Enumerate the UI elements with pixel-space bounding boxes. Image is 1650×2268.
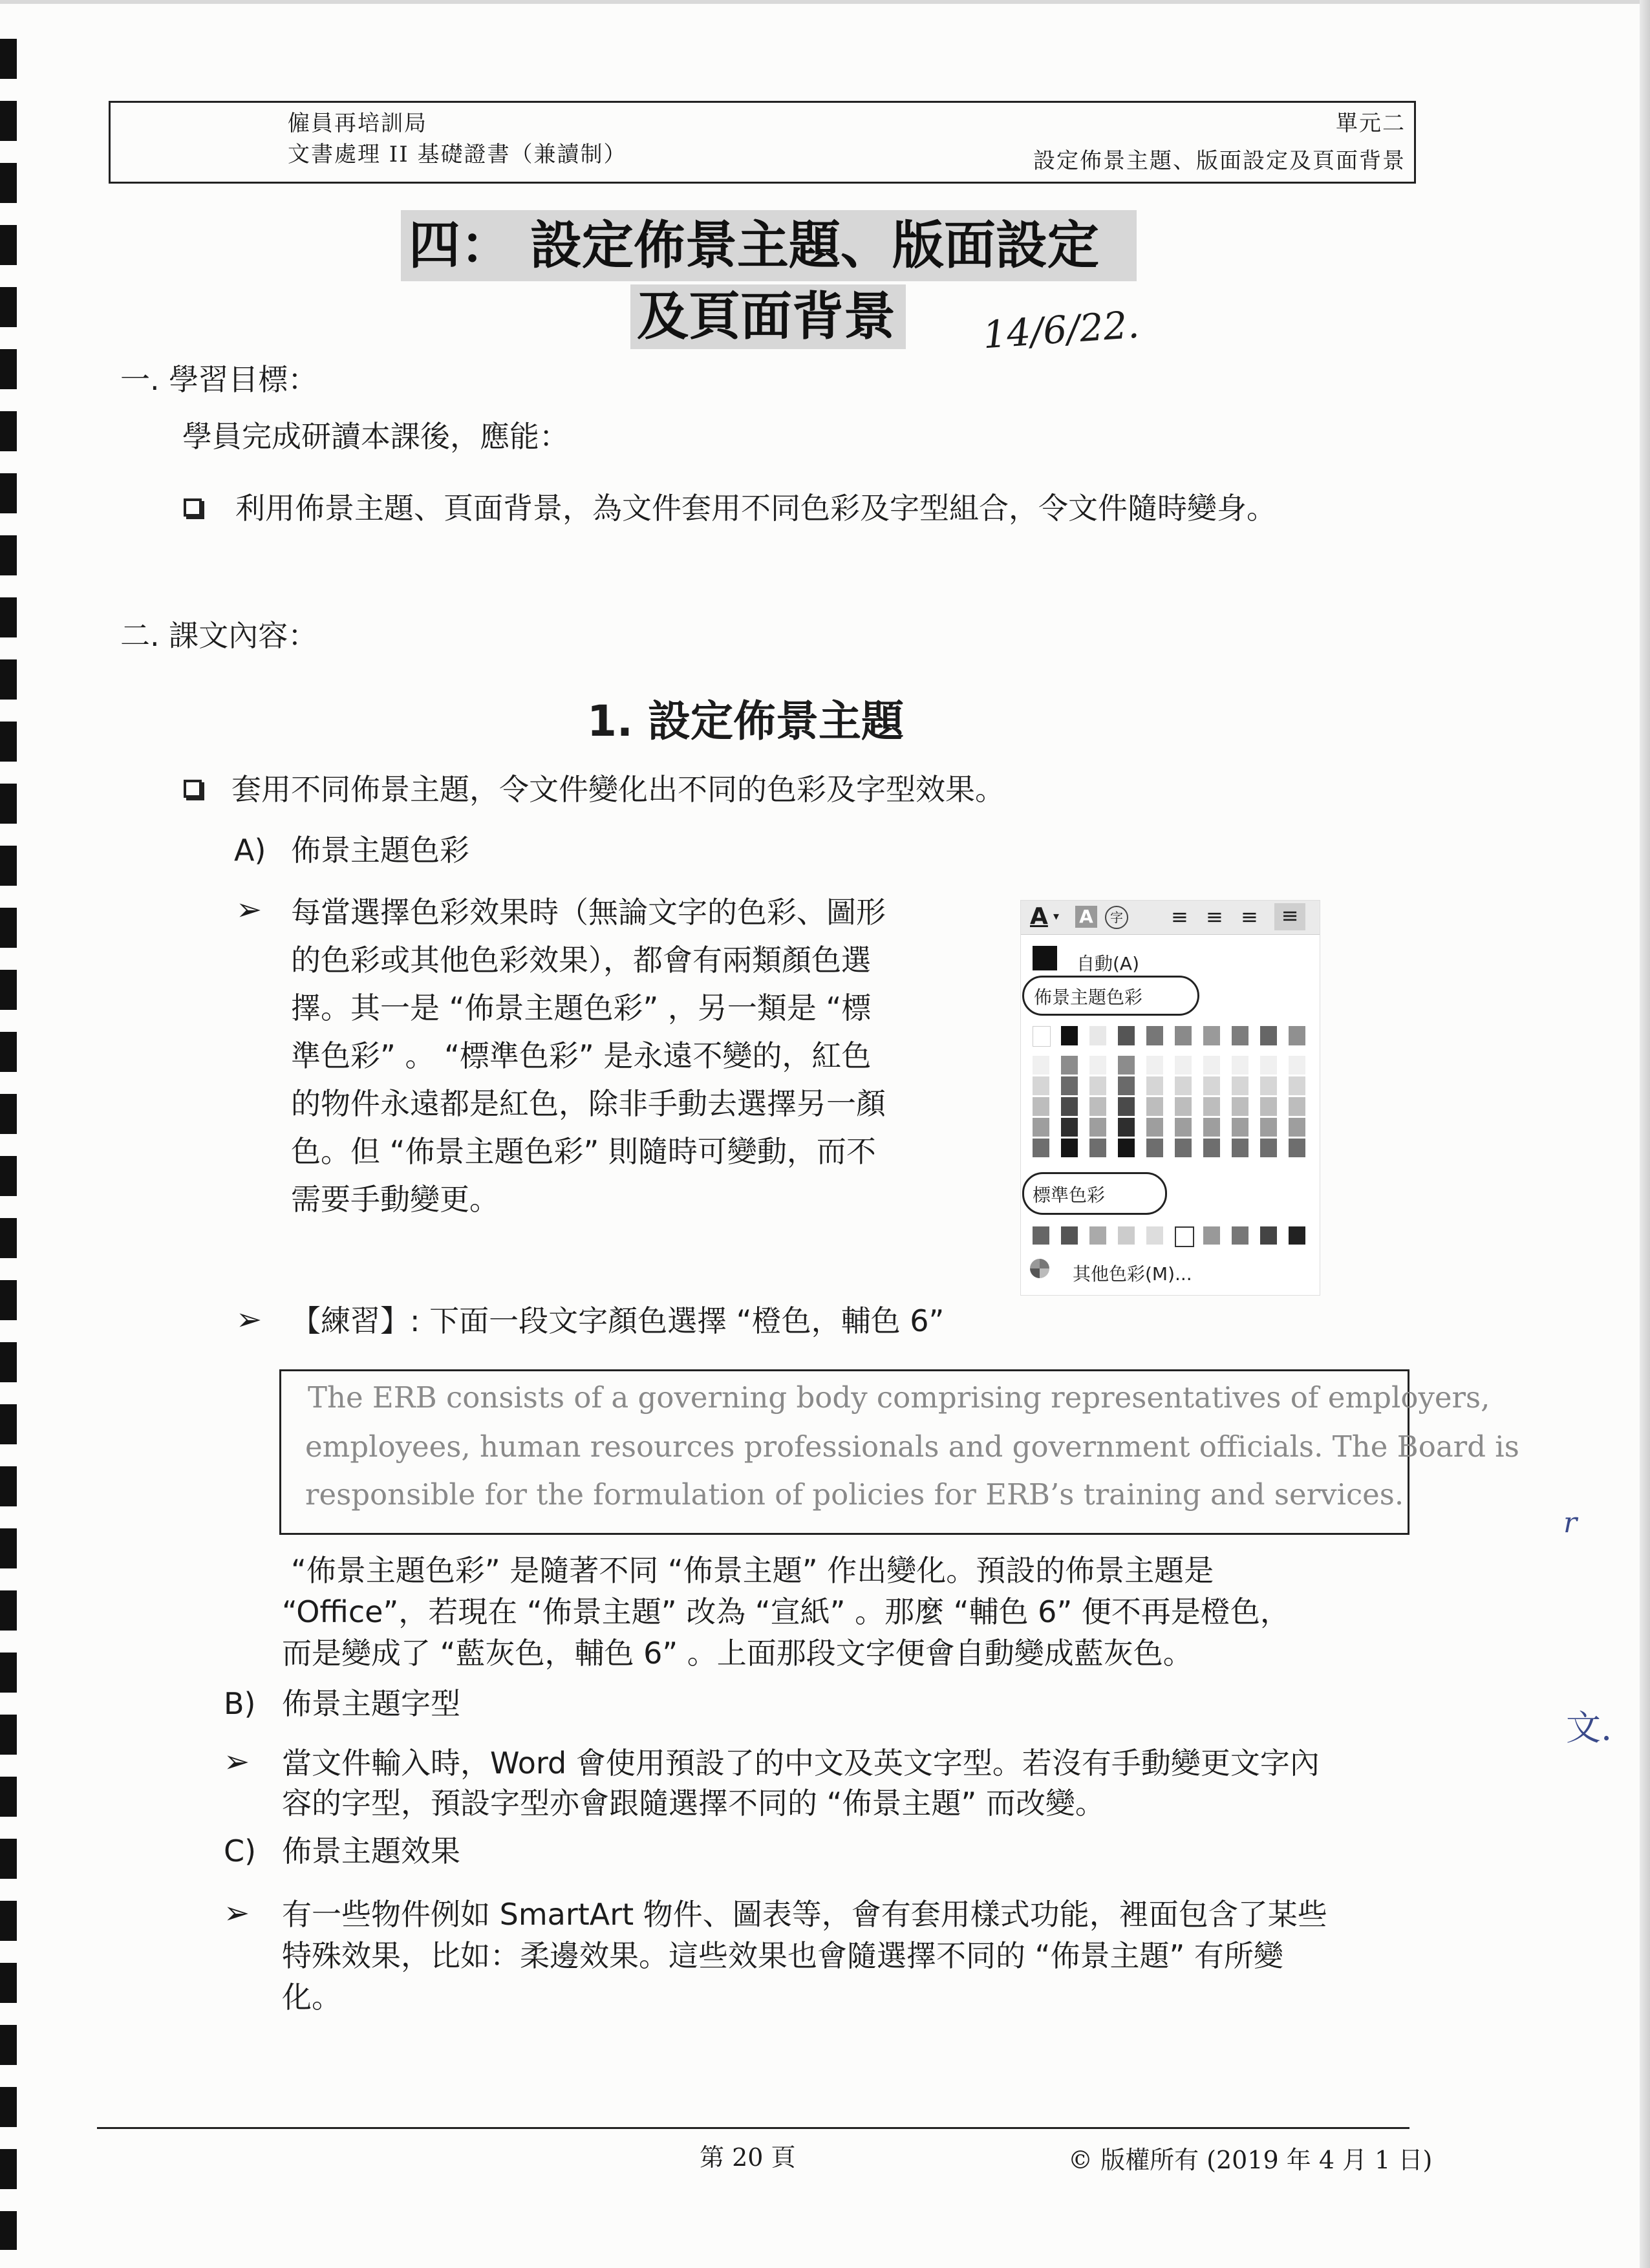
- theme-color-swatch[interactable]: [1289, 1026, 1305, 1045]
- text-line: 當文件輸入時，Word 會使用預設了的中文及英文字型。若沒有手動變更文字內: [282, 1746, 1320, 1781]
- standard-color-swatch[interactable]: [1146, 1226, 1163, 1245]
- bullet-text: 套用不同佈景主題，令文件變化出不同的色彩及字型效果。: [231, 772, 1005, 807]
- align-left-icon: ≡: [1171, 904, 1188, 929]
- standard-color-swatch[interactable]: [1118, 1226, 1135, 1245]
- color-wheel-icon: [1030, 1259, 1049, 1278]
- theme-colors-label: 佈景主題色彩: [1034, 987, 1143, 1008]
- standard-color-swatch[interactable]: [1203, 1226, 1220, 1245]
- page-title-line1: 四： 設定佈景主題、版面設定: [401, 210, 1137, 281]
- section-heading-objectives: 一. 學習目標：: [120, 362, 318, 397]
- arrow-bullet-icon: ➢: [236, 1301, 262, 1338]
- standard-color-swatch[interactable]: [1061, 1226, 1078, 1245]
- arrow-bullet-icon: ➢: [224, 1895, 250, 1931]
- subsection-c-title: 佈景主題效果: [282, 1834, 460, 1868]
- text-line: 而是變成了 “藍灰色，輔色 6” 。上面那段文字便會自動變成藍灰色。: [282, 1636, 1193, 1671]
- theme-shade-column[interactable]: [1232, 1056, 1248, 1159]
- header-org: 僱員再培訓局: [288, 111, 427, 136]
- page-title-line2: 及頁面背景: [630, 284, 906, 349]
- enclose-char-icon: 字: [1105, 906, 1128, 929]
- text-line: “佈景主題色彩” 是隨著不同 “佈景主題” 作出變化。預設的佈景主題是: [291, 1553, 1214, 1588]
- margin-mark: 文.: [1566, 1707, 1612, 1748]
- text-line: 特殊效果，比如：柔邊效果。這些效果也會隨選擇不同的 “佈景主題” 有所變: [282, 1938, 1283, 1973]
- standard-color-swatch[interactable]: [1089, 1226, 1106, 1245]
- scan-edge: [0, 0, 1650, 4]
- arrow-bullet-icon: ➢: [224, 1744, 250, 1780]
- text-line: 容的字型，預設字型亦會跟隨選擇不同的 “佈景主題” 而改變。: [282, 1786, 1105, 1821]
- theme-shade-column[interactable]: [1203, 1056, 1220, 1159]
- theme-color-swatch[interactable]: [1118, 1026, 1135, 1045]
- example-line: employees, human resources professionals and government officials. The Board is: [305, 1429, 1519, 1464]
- subsection-b-title: 佈景主題字型: [282, 1686, 460, 1721]
- subsection-a-title: 佈景主題色彩: [291, 833, 469, 868]
- header-unit: 單元二: [1336, 111, 1406, 136]
- automatic-swatch[interactable]: [1033, 946, 1057, 970]
- checkbox-bullet-icon: [184, 780, 202, 798]
- theme-color-swatch[interactable]: [1089, 1026, 1106, 1045]
- theme-color-swatch[interactable]: [1203, 1026, 1220, 1045]
- exercise-instruction: 【練習】: 下面一段文字顏色選擇 “橙色，輔色 6”: [291, 1303, 945, 1338]
- theme-shade-column[interactable]: [1146, 1056, 1163, 1159]
- example-line: responsible for the formulation of policies for ERB’s training and services.: [305, 1477, 1404, 1512]
- objective-item: 利用佈景主題、頁面背景，為文件套用不同色彩及字型組合，令文件隨時變身。: [235, 491, 1276, 526]
- label-c: C): [224, 1834, 257, 1868]
- more-colors-item[interactable]: 其他色彩(M)...: [1073, 1263, 1192, 1285]
- align-right-icon: ≡: [1241, 904, 1258, 929]
- handwritten-date: 14/6/22.: [981, 302, 1141, 358]
- page-number: 第 20 頁: [700, 2143, 796, 2172]
- text-line: 的物件永遠都是紅色，除非手動去選擇另一顏: [291, 1086, 886, 1121]
- standard-color-swatch[interactable]: [1260, 1226, 1277, 1245]
- label-b: B): [224, 1686, 256, 1721]
- text-line: 色。但 “佈景主題色彩” 則隨時可變動，而不: [291, 1134, 876, 1169]
- align-center-icon: ≡: [1206, 904, 1223, 929]
- theme-color-swatch[interactable]: [1232, 1026, 1248, 1045]
- text-line: 每當選擇色彩效果時（無論文字的色彩、圖形: [291, 895, 886, 930]
- justify-icon: ≡: [1274, 903, 1305, 930]
- text-line: 準色彩” 。 “標準色彩” 是永遠不變的，紅色: [291, 1038, 872, 1073]
- header-unit-topic: 設定佈景主題、版面設定及頁面背景: [1033, 148, 1406, 174]
- theme-color-swatch[interactable]: [1061, 1026, 1078, 1045]
- theme-color-swatch[interactable]: [1260, 1026, 1277, 1045]
- objectives-intro: 學員完成研讀本課後，應能：: [182, 419, 569, 454]
- arrow-bullet-icon: ➢: [236, 892, 262, 928]
- theme-shade-column[interactable]: [1175, 1056, 1192, 1159]
- theme-color-swatch[interactable]: [1175, 1026, 1192, 1045]
- standard-colors-label: 標準色彩: [1033, 1184, 1106, 1206]
- highlight-icon: A: [1075, 906, 1097, 928]
- font-color-palette-screenshot: [1020, 900, 1320, 1296]
- standard-color-swatch[interactable]: [1289, 1226, 1305, 1245]
- theme-color-swatch[interactable]: [1146, 1026, 1163, 1045]
- theme-shade-column[interactable]: [1061, 1056, 1078, 1159]
- binding-holes: [0, 39, 17, 2250]
- subsection-title: 1. 設定佈景主題: [587, 696, 904, 746]
- standard-color-swatch[interactable]: [1232, 1226, 1248, 1245]
- text-line: “Office”，若現在 “佈景主題” 改為 “宣紙” 。那麼 “輔色 6” 便不再是橙色，: [282, 1594, 1290, 1629]
- theme-shade-column[interactable]: [1089, 1056, 1106, 1159]
- text-line: 有一些物件例如 SmartArt 物件、圖表等，會有套用樣式功能，裡面包含了某些: [282, 1897, 1327, 1932]
- dropdown-arrow-icon: ▾: [1053, 910, 1060, 923]
- theme-shade-column[interactable]: [1118, 1056, 1135, 1159]
- footer-rule: [97, 2127, 1409, 2129]
- header-course: 文書處理 II 基礎證書（兼讀制）: [288, 142, 627, 167]
- theme-shade-column[interactable]: [1260, 1056, 1277, 1159]
- theme-color-swatch[interactable]: [1033, 1026, 1051, 1047]
- label-a: A): [234, 833, 266, 868]
- standard-color-swatch[interactable]: [1175, 1226, 1194, 1247]
- margin-mark: r: [1563, 1506, 1578, 1539]
- section-heading-content: 二. 課文內容：: [120, 618, 318, 653]
- standard-color-swatch[interactable]: [1033, 1226, 1049, 1245]
- scan-edge: [1640, 0, 1650, 2268]
- copyright: © 版權所有 (2019 年 4 月 1 日): [1068, 2146, 1433, 2174]
- checkbox-bullet-icon: [184, 498, 202, 517]
- automatic-label[interactable]: 自動(A): [1077, 953, 1140, 974]
- example-line: The ERB consists of a governing body comprising representatives of employers,: [308, 1380, 1490, 1415]
- text-line: 的色彩或其他色彩效果），都會有兩類顏色選: [291, 943, 871, 978]
- font-color-icon: A: [1030, 903, 1048, 930]
- theme-shade-column[interactable]: [1033, 1056, 1049, 1159]
- theme-shade-column[interactable]: [1289, 1056, 1305, 1159]
- text-line: 擇。其一是 “佈景主題色彩” ，另一類是 “標: [291, 990, 872, 1025]
- text-line: 化。: [282, 1980, 341, 2015]
- text-line: 需要手動變更。: [291, 1182, 499, 1217]
